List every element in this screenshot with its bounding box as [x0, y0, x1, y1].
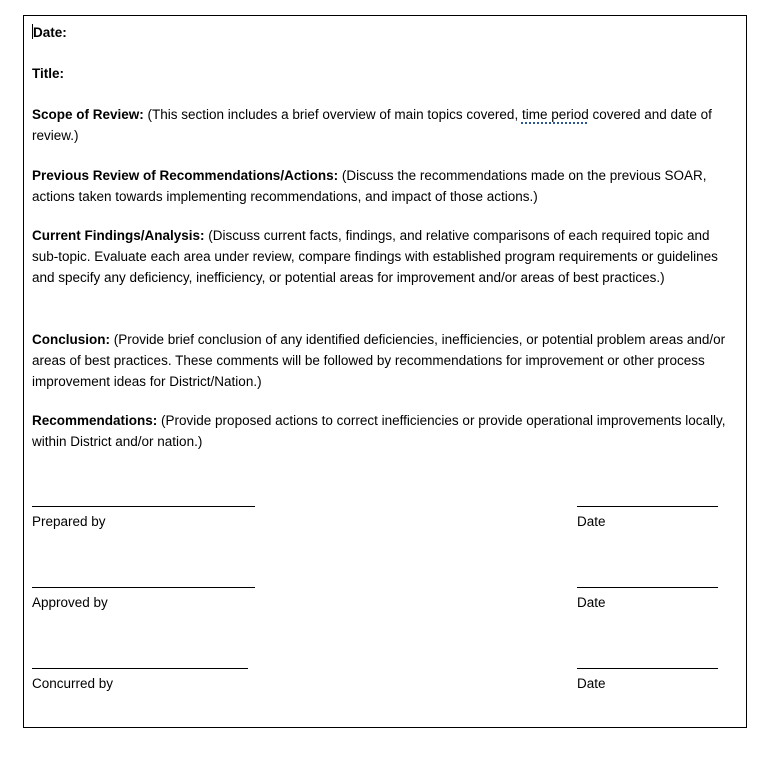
prepared-by-date-line[interactable] — [577, 506, 718, 507]
scope-text-before: (This section includes a brief overview of main topics covered, — [143, 107, 522, 122]
date-field[interactable] — [32, 22, 732, 43]
previous-review-section — [32, 165, 732, 207]
current-findings-section — [32, 225, 732, 288]
spelling-flagged-text: time period — [521, 107, 589, 122]
previous-heading: Previous Review of Recommendations/Actions: — [32, 168, 339, 183]
soar-form — [23, 15, 747, 728]
recommendations-heading: Recommendations: — [32, 413, 158, 428]
date-label: Date: — [33, 25, 67, 40]
scope-heading: Scope of Review: — [32, 107, 144, 122]
findings-text: (Discuss current facts, findings, and relative comparisons of each required topic and sub-topic. Evaluate each area under review, compare findings with established program requirements or guidelines and specify any deficiency, inefficiency, or potential areas for improvement and/or areas of best practices.) — [32, 228, 718, 285]
conclusion-heading: Conclusion: — [32, 332, 110, 347]
previous-text: (Discuss the recommendations made on the previous SOAR, actions taken towards implementing recommendations, and impact of those actions.) — [32, 168, 707, 204]
concurred-by-date-label: Date — [577, 676, 606, 691]
approved-by-date-line[interactable] — [577, 587, 718, 588]
prepared-by-signature-line[interactable] — [32, 506, 255, 507]
title-label: Title: — [32, 66, 65, 81]
conclusion-section — [32, 329, 732, 392]
approved-by-date-label: Date — [577, 595, 606, 610]
approved-by-label: Approved by — [32, 595, 108, 610]
title-field[interactable] — [32, 63, 732, 84]
prepared-by-label: Prepared by — [32, 514, 106, 529]
concurred-by-signature-line[interactable] — [32, 668, 248, 669]
conclusion-text: (Provide brief conclusion of any identified deficiencies, inefficiencies, or potential problem areas and/or areas of best practices. These comments will be followed by recommendations for improvement or other process improvement ideas for District/Nation.) — [32, 332, 726, 389]
prepared-by-date-label: Date — [577, 514, 606, 529]
scope-of-review-section — [32, 104, 732, 146]
recommendations-section — [32, 410, 732, 452]
concurred-by-date-line[interactable] — [577, 668, 718, 669]
approved-by-signature-line[interactable] — [32, 587, 255, 588]
recommendations-text: (Provide proposed actions to correct inefficiencies or provide operational improvements locally, within District and/or nation.) — [32, 413, 726, 449]
findings-heading: Current Findings/Analysis: — [32, 228, 205, 243]
concurred-by-label: Concurred by — [32, 676, 114, 691]
scope-text-after: covered and date of review.) — [32, 107, 712, 143]
